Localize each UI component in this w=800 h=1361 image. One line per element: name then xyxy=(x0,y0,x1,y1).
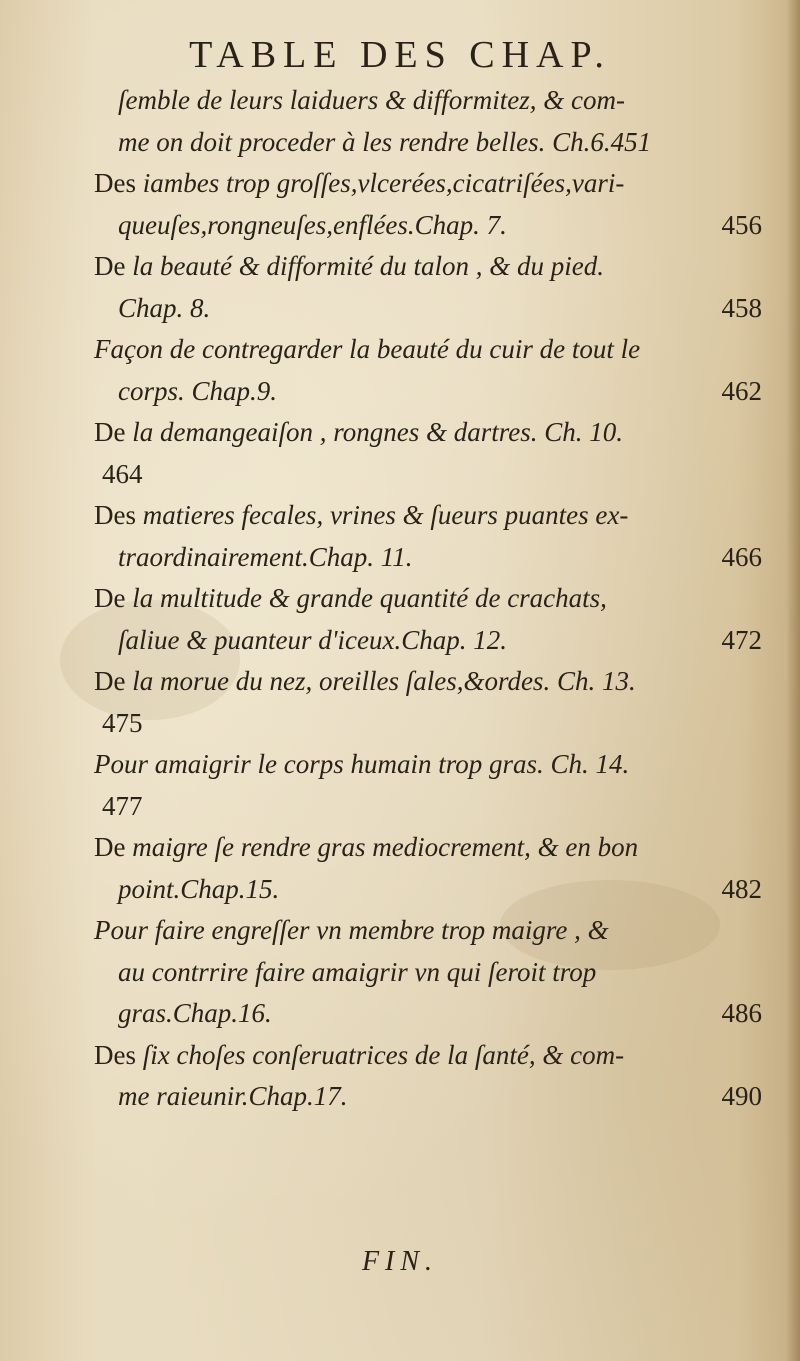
entry-text: iambes trop groſſes,vlcerées,cicatriſées,vari- xyxy=(136,168,625,198)
entry-lead-word: Des xyxy=(94,500,136,530)
entry-lead-word: De xyxy=(94,251,126,281)
page-edge-shadow xyxy=(786,0,800,1361)
toc-line xyxy=(94,827,776,869)
toc-line xyxy=(94,703,776,745)
page-number: 466 xyxy=(721,541,762,572)
page-number: 477 xyxy=(102,790,143,821)
page-number: 458 xyxy=(721,292,762,323)
toc-line xyxy=(94,952,776,994)
toc-line xyxy=(94,910,776,952)
toc-line xyxy=(94,537,776,579)
page-number: 490 xyxy=(721,1081,762,1111)
entry-lead-word: De xyxy=(94,417,126,447)
entry-text: la multitude & grande quantité de crachats, xyxy=(125,583,607,613)
toc-line xyxy=(94,578,776,620)
entry-text: traordinairement.Chap. 11. xyxy=(118,541,413,572)
toc-line xyxy=(94,1076,776,1118)
entry-text: Façon de contregarder la beauté du cuir de tout le xyxy=(94,334,641,364)
entry-text: la demangeaiſon , rongnes & dartres. Ch. 10. xyxy=(125,417,623,447)
entry-text: Pour amaigrir le corps humain trop gras. Ch. 14. xyxy=(94,749,630,779)
entry-text: matieres fecales, vrines & ſueurs puantes ex- xyxy=(136,500,629,530)
page-number: 456 xyxy=(721,209,762,240)
toc-line xyxy=(94,371,776,413)
entry-text: corps. Chap.9. xyxy=(118,375,278,406)
toc-line xyxy=(94,744,776,786)
entry-text: Chap. 8. xyxy=(118,292,211,323)
entry-text: point.Chap.15. xyxy=(118,873,280,904)
toc-line xyxy=(94,163,776,205)
toc-line xyxy=(94,869,776,911)
page-number: 475 xyxy=(102,707,143,738)
page-header: TABLE DES CHAP. xyxy=(189,34,611,76)
page-number: 464 xyxy=(102,458,143,489)
entry-lead-word: De xyxy=(94,666,126,696)
table-of-chapters xyxy=(94,80,776,1118)
toc-line xyxy=(94,495,776,537)
entry-lead-word: De xyxy=(94,583,126,613)
toc-line xyxy=(94,620,776,662)
entry-text: Pour faire engreſſer vn membre trop maigre , & xyxy=(94,915,609,945)
toc-line xyxy=(94,205,776,247)
entry-text: me raieunir.Chap.17. xyxy=(118,1081,348,1111)
entry-text: la beauté & difformité du talon , & du pied. xyxy=(125,251,604,281)
entry-text: gras.Chap.16. xyxy=(118,998,272,1028)
toc-line xyxy=(94,288,776,330)
toc-line xyxy=(94,786,776,828)
page-number: 482 xyxy=(721,873,762,904)
toc-line xyxy=(94,454,776,496)
toc-line xyxy=(94,122,776,164)
page-number: 472 xyxy=(721,624,762,655)
entry-text: au contrrire faire amaigrir vn qui ſeroit trop xyxy=(118,956,597,987)
page-number: 462 xyxy=(721,375,762,406)
entry-text: la morue du nez, oreilles ſales,&ordes. Ch. 13. xyxy=(125,666,636,696)
fin-mark: FIN. xyxy=(361,1246,439,1277)
entry-text: ſix choſes conſeruatrices de la ſanté, & com- xyxy=(136,1039,625,1070)
entry-text: ſemble de leurs laiduers & difformitez, & com- xyxy=(118,85,625,115)
entry-lead-word: De xyxy=(94,832,126,862)
entry-lead-word: Des xyxy=(94,1039,136,1070)
page-number: 486 xyxy=(721,998,762,1028)
toc-line xyxy=(94,1035,776,1077)
entry-text: queuſes,rongneuſes,enflées.Chap. 7. xyxy=(118,209,507,240)
toc-line xyxy=(94,329,776,371)
entry-lead-word: Des xyxy=(94,168,136,198)
toc-line xyxy=(94,993,776,1035)
entry-text: me on doit proceder à les rendre belles. Ch.6.451 xyxy=(118,126,652,157)
entry-text: maigre ſe rendre gras mediocrement, & en bon xyxy=(125,832,639,862)
toc-line xyxy=(94,246,776,288)
toc-line xyxy=(94,412,776,454)
toc-line xyxy=(94,80,776,122)
entry-text: ſaliue & puanteur d'iceux.Chap. 12. xyxy=(118,624,507,655)
toc-line xyxy=(94,661,776,703)
